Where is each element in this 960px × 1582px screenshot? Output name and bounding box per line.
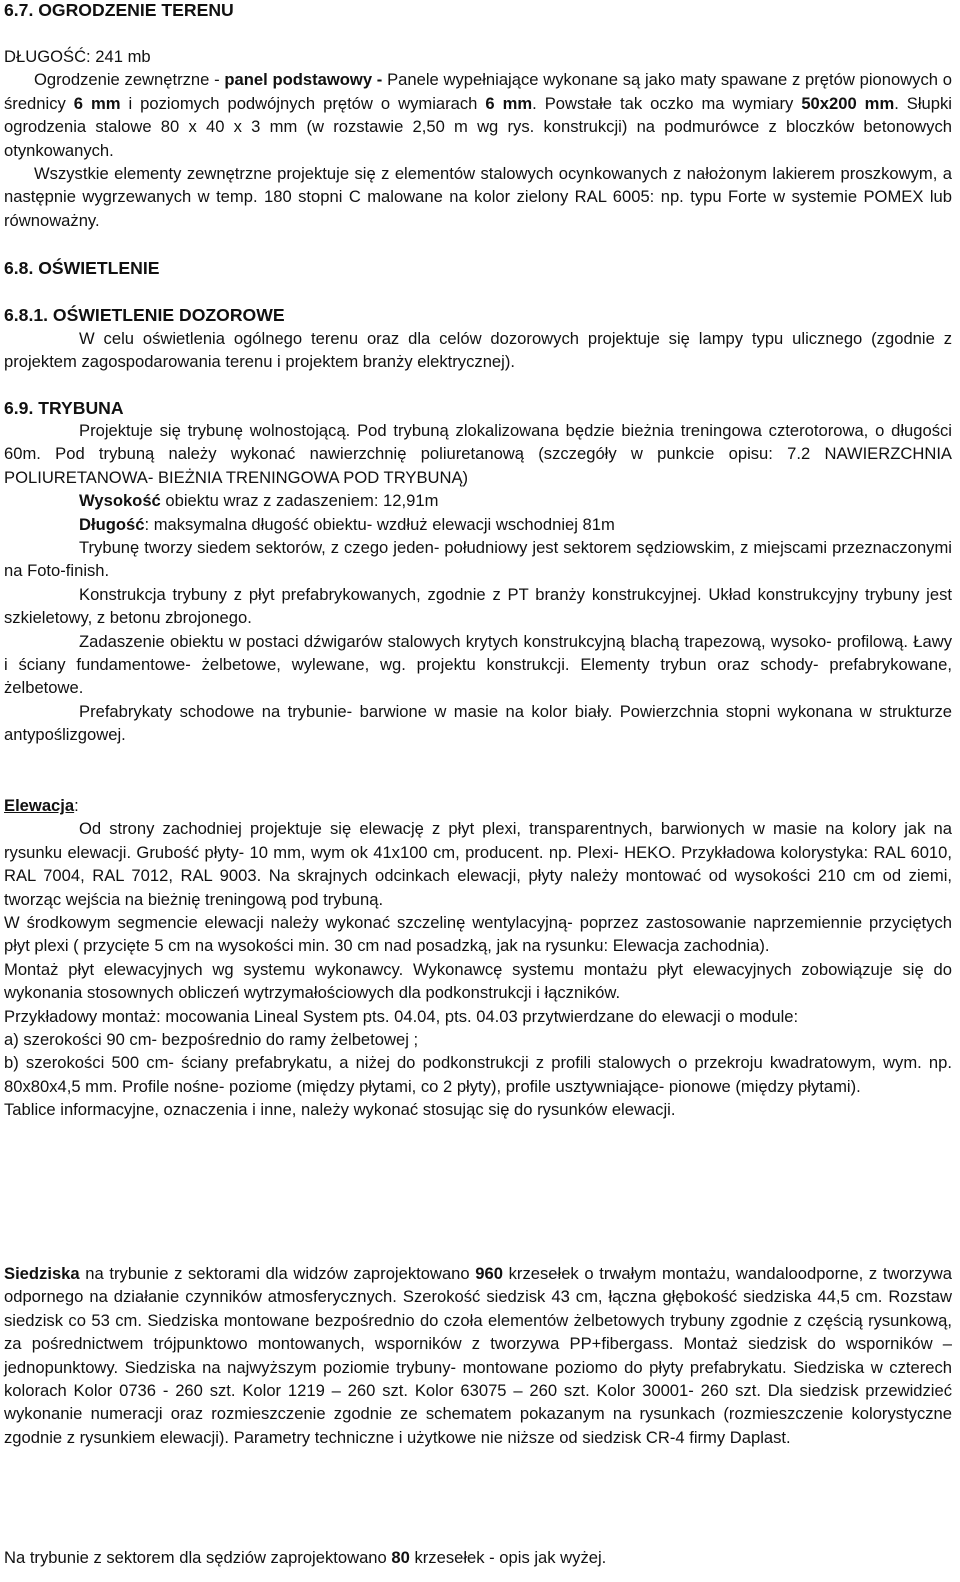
stand-paragraph-4: Zadaszenie obiektu w postaci dźwigarów stalowych krytych konstrukcyjną blachą trapezową, wysoko- profilową. Ławy i ściany fundamentowe- żelbetowe, wylewane, wg. projektu konstrukcji. Elementy trybun oraz schody- prefabrykowane, żelbetowe. [4, 631, 952, 698]
fence-length: DŁUGOŚĆ: 241 mb [4, 47, 151, 66]
stand-length: Długość: maksymalna długość obiektu- wzdłuż elewacji wschodniej 81m [79, 514, 615, 534]
elewacja-paragraph-2: W środkowym segmencie elewacji należy wykonać szczelinę wentylacyjną- poprzez zastosowanie naprzemiennie przyciętych płyt plexi ( przycięte 5 cm na wysokości min. 30 cm nad posadzką, jak na rysunku: Elewacja zachodnia). [4, 913, 952, 956]
siedziska-paragraph: Siedziska na trybunie z sektorami dla widzów zaprojektowano 960 krzesełek o trwałym montażu, wandaloodporne, z tworzywa odpornego na działanie czynników atmosferycznych. Szerokość siedzisk 43 cm, łączna głębokość siedziska 44,5 cm. Rozstaw siedzisk co 53 cm. Siedziska montowane bezpośrednio do czoła elementów żelbetowych trybuny zgodnie z częścią rysunkową, za pośrednictwem trójpunktowo montowanych, wsporników z tworzywa PP+fibergass. Montaż siedzisk do wsporników – jednopunktowy. Siedziska na najwyższym poziomie trybuny- montowane poziomo do płyty prefabrykatu. Siedziska w czterech kolorach Kolor 0736 - 260 szt. Kolor 1219 – 260 szt. Kolor 63075 – 260 szt. Kolor 30001- 260 szt. Dla siedzisk przewidzieć wykonanie numeracji oraz rozmieszczenie zgodnie ze schematem pokazanym na rysunkach (rozmieszczenie kolorystyczne zgodnie z rysunkiem elewacji). Parametry techniczne i użytkowe nie niższe od siedzisk CR-4 firmy Daplast. [4, 1264, 952, 1447]
section-heading-6-8-1: 6.8.1. OŚWIETLENIE DOZOROWE [4, 305, 285, 325]
elewacja-paragraph-7: Tablice informacyjne, oznaczenia i inne, należy wykonać stosując się do rysunków elewacji. [4, 1100, 676, 1120]
section-judges-seats [4, 1546, 952, 1569]
stand-paragraph-2: Trybunę tworzy siedem sektorów, z czego jeden- południowy jest sektorem sędziowskim, z miejscami przeznaczonymi na Foto-finish. [4, 538, 952, 581]
fence-paragraph-2: Wszystkie elementy zewnętrzne projektuje się z elementów stalowych ocynkowanych z nałożonym lakierem proszkowym, a następnie wygrzewanych w temp. 180 stopni C malowane na kolor zielony RAL 6005: np. typu Forte w systemie POMEX lub równoważny. [4, 164, 952, 230]
elewacja-paragraph-3: Montaż płyt elewacyjnych wg systemu wykonawcy. Wykonawcę systemu montażu płyt elewacyjnych zobowiązuje się do wykonania stosownych obliczeń wytrzymałościowych dla podkonstrukcji i łączników. [4, 959, 952, 1003]
lighting-paragraph: W celu oświetlenia ogólnego terenu oraz dla celów dozorowych projektuje się lampy typu ulicznego (zgodnie z projektem zagospodarowania terenu i projektem branży elektrycznej). [4, 329, 952, 372]
elewacja-paragraph-5: a) szerokości 90 cm- bezpośrednio do ramy żelbetowej ; [4, 1030, 419, 1050]
judges-seats-paragraph: Na trybunie z sektorem dla sędziów zaprojektowano 80 krzesełek - opis jak wyżej. [4, 1548, 607, 1567]
section-6-7 [4, 45, 952, 232]
stand-paragraph-3: Konstrukcja trybuny z płyt prefabrykowanych, zgodnie z PT branży konstrukcyjnej. Układ konstrukcyjny trybuny jest szkieletowy, z betonu zbrojonego. [4, 584, 952, 628]
fence-paragraph-1: Ogrodzenie zewnętrzne - panel podstawowy - Panele wypełniające wykonane są jako maty spawane z prętów pionowych o średnicy 6 mm i poziomych podwójnych prętów o wymiarach 6 mm. Powstałe tak oczko ma wymiary 50x200 mm. Słupki ogrodzenia stalowe 80 x 40 x 3 mm (w rozstawie 2,50 m wg rys. konstrukcji) na podmurówce z bloczków betonowych otynkowanych. [4, 70, 952, 160]
section-6-8-1 [4, 327, 952, 374]
section-heading-6-8: 6.8. OŚWIETLENIE [4, 258, 160, 278]
section-siedziska [4, 1262, 952, 1449]
elewacja-heading: Elewacja: [4, 796, 79, 815]
section-heading-6-9: 6.9. TRYBUNA [4, 398, 124, 418]
section-heading-6-7: 6.7. OGRODZENIE TERENU [4, 0, 234, 20]
elewacja-paragraph-4: Przykładowy montaż: mocowania Lineal System pts. 04.04, pts. 04.03 przytwierdzane do elewacji o module: [4, 1006, 799, 1026]
section-elewacja [4, 794, 952, 1122]
elewacja-paragraph-1: Od strony zachodniej projektuje się elewację z płyt plexi, transparentnych, barwionych w masie na kolory jak na rysunku elewacji. Grubość płyty- 10 mm, wym ok 41x100 cm, producent. np. Plexi- HEKO. Przykładowa kolorystyka: RAL 6010, RAL 7004, RAL 7012, RAL 9003. Na skrajnych odcinkach elewacji, płyty należy montować od wysokości 210 cm od ziemi, tworząc wejścia na bieżnię treningową pod trybuną. [4, 819, 952, 909]
stand-paragraph-1: Projektuje się trybunę wolnostojącą. Pod trybuną zlokalizowana będzie bieżnia treningowa czterotorowa, o długości 60m. Pod trybuną należy wykonać nawierzchnię poliuretanową (szczegóły w punkcie opisu: 7.2 NAWIERZCHNIA POLIURETANOWA- BIEŻNIA TRENINGOWA POD TRYBUNĄ) [4, 421, 952, 487]
section-6-9 [4, 419, 952, 747]
stand-height: Wysokość obiektu wraz z zadaszeniem: 12,91m [79, 491, 439, 511]
stand-paragraph-5: Prefabrykaty schodowe na trybunie- barwione w masie na kolor biały. Powierzchnia stopni wykonana w strukturze antypoślizgowej. [4, 701, 952, 745]
elewacja-paragraph-6: b) szerokości 500 cm- ściany prefabrykatu, a niżej do podkonstrukcji z profili stalowych o przekroju kwadratowym, wym. np. 80x80x4,5 mm. Profile nośne- poziome (między płytami, co 2 płyty), profile usztywniające- pionowe (między płytami). [4, 1053, 952, 1096]
